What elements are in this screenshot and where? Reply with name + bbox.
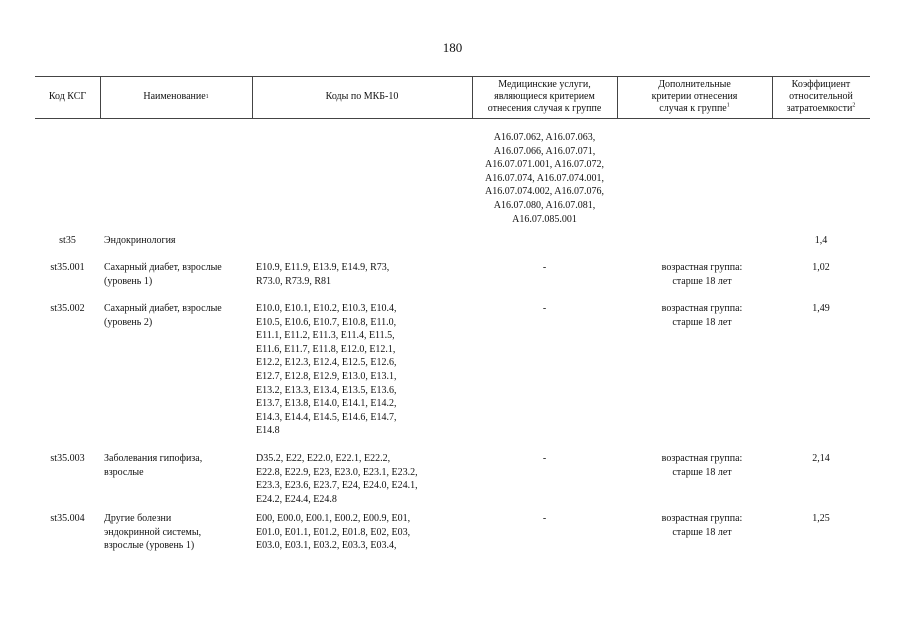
ksg-code: st35.002 (50, 303, 85, 314)
coefficient: 1,25 (812, 513, 830, 524)
ksg-code: st35 (59, 235, 76, 246)
medical-services: - (542, 513, 547, 524)
header-code: Код КСГ (48, 91, 87, 102)
ksg-name: Заболевания гипофиза, взрослые (104, 453, 203, 478)
additional-criteria: возрастная группа: старше 18 лет (661, 453, 743, 478)
medical-services: - (542, 453, 547, 464)
mkb-codes: E10.0, E10.1, E10.2, E10.3, E10.4, E10.5, E10.6, E10.7, E10.8, E11.0, E11.1, E11.2, E11.3, E11.4, E11.5, E11.6, E11.7, E11.8, E12.0, E12.1, E12.2, E12.3, E12.4, E12.5, E12.6, E12.7, E12.8, E12.9, E13.0, E13.1, E13.2, E13.3, E13.4, E13.5, E13.6, E13.7, E13.8, E14.0, E14.1, E14.2, E14.3, E14.4, E14.5, E14.6, E14.7, E14.8 (256, 303, 397, 437)
header-mkb: Коды по МКБ-10 (325, 91, 399, 102)
coefficient: 1,02 (812, 262, 830, 273)
ksg-name: Другие болезни эндокринной системы, взрослые (уровень 1) (104, 513, 202, 552)
services-continuation: A16.07.062, A16.07.063, A16.07.066, A16.07.071, A16.07.071.001, A16.07.072, A16.07.074, A16.07.074.001, A16.07.074.002, A16.07.076, A16.07.080, A16.07.081, A16.07.085.001 (485, 132, 604, 225)
additional-criteria: возрастная группа: старше 18 лет (661, 262, 743, 287)
header-coefficient: Коэффициент относительной затратоемкости$^2$ (786, 79, 856, 114)
ksg-code: st35.003 (50, 453, 85, 464)
ksg-code: st35.001 (50, 262, 85, 273)
medical-services: - (542, 262, 547, 273)
ksg-name: Сахарный диабет, взрослые (уровень 2) (104, 303, 222, 328)
mkb-codes: D35.2, E22, E22.0, E22.1, E22.2, E22.8, E22.9, E23, E23.0, E23.1, E23.2, E23.3, E23.6, E23.7, E24, E24.0, E24.1, E24.2, E24.4, E24.8 (256, 453, 418, 505)
mkb-codes: E10.9, E11.9, E13.9, E14.9, R73, R73.0, R73.9, R81 (256, 262, 390, 287)
header-criteria: Дополнительные критерии отнесения случая к группе$^1$ (651, 79, 738, 114)
coefficient: 2,14 (812, 453, 830, 464)
table-header-bottom-border (35, 118, 870, 119)
additional-criteria: возрастная группа: старше 18 лет (661, 303, 743, 328)
mkb-codes: E00, E00.0, E00.1, E00.2, E00.9, E01, E01.0, E01.1, E01.2, E01.8, E02, E03, E03.0, E03.1, E03.2, E03.3, E03.4, (256, 513, 411, 552)
ksg-name: Эндокринология (104, 235, 176, 246)
coefficient: 1,4 (814, 235, 828, 246)
header-name: Наименование 1 (143, 91, 209, 102)
additional-criteria: возрастная группа: старше 18 лет (661, 513, 743, 538)
medical-services: - (542, 303, 547, 314)
ksg-name: Сахарный диабет, взрослые (уровень 1) (104, 262, 222, 287)
page-number: 180 (442, 40, 463, 55)
ksg-code: st35.004 (50, 513, 85, 524)
coefficient: 1,49 (812, 303, 830, 314)
header-services: Медицинские услуги, являющиеся критерием отнесения случая к группе (487, 79, 602, 114)
